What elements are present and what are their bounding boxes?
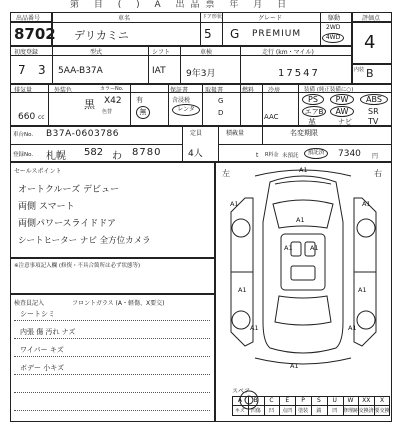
damage-mark: A1 [250, 324, 259, 332]
equip-leather: 革 [308, 118, 316, 127]
chassis-number: B37A-0603786 [46, 129, 119, 139]
legend-desc: 凹傷 [250, 408, 261, 414]
grade-value: PREMIUM [252, 29, 302, 39]
top-cut-text: 第 目 ( ) A 出品票 年 月 日 [70, 0, 293, 10]
spare-label: スペア [232, 388, 251, 395]
warranty-yes: 有 [136, 96, 143, 104]
door-label: ドア形状 [202, 14, 222, 20]
fuel-label: 燃料 [242, 87, 255, 94]
chassis-label: 車台No. [13, 132, 34, 138]
damage-mark: A1 [296, 216, 305, 224]
reg-month: 3 [38, 63, 46, 77]
shape-value: G [230, 27, 240, 41]
damage-mark: A1 [358, 286, 367, 294]
lot-number: 8702 [14, 25, 56, 43]
diagram-left-label: 左 [222, 169, 230, 178]
color-value: 黒 [84, 98, 95, 111]
damage-mark: A1 [362, 200, 371, 208]
legend-code: U [332, 397, 337, 404]
legend-code: E [285, 397, 290, 404]
inspection-label: 車検 [200, 49, 213, 56]
equip-abs-circled: ABS [360, 94, 388, 105]
legend-desc: 凹 [268, 408, 274, 414]
mileage-label: 走行 (km・マイル) [262, 49, 314, 56]
inspector-line-3: ワイパー キズ [20, 346, 64, 354]
recycle-status: 未預託 [282, 153, 299, 159]
reg-city: 札幌 [46, 151, 66, 162]
inspection-label: 検査員記入 [14, 300, 45, 307]
legend-desc: 錆 [316, 408, 322, 414]
damage-mark: A1 [310, 244, 319, 252]
car-name-label: 車名 [118, 15, 131, 22]
interior-grade: B [366, 67, 374, 80]
capacity-label: 定員 [190, 130, 203, 137]
windshield-label: フロントガラス (A・軽傷、X要交) [72, 300, 165, 307]
attention-label: ※注意事項記入欄 (修復・不具合箇所は必ず状態等) [14, 263, 141, 269]
legend-desc: 交換済 [358, 408, 374, 414]
drive-4wd-circled: 4WD [322, 33, 344, 43]
manual-label: 取扱書 [205, 87, 224, 94]
equip-sr: SR [368, 107, 379, 116]
inspector-line-4: ボデー 小キズ [20, 364, 65, 372]
sales-line-2: 両側 スマート [18, 202, 75, 212]
displacement-label: 排気量 [14, 87, 33, 94]
legend-desc: 塗装 [298, 408, 309, 414]
rental-circled: レンタ [172, 104, 200, 116]
legend-code: S [316, 397, 321, 404]
legend-code: X [380, 397, 385, 404]
model-code: 5AA-B37A [58, 66, 103, 76]
legend-code: P [301, 397, 305, 404]
damage-mark: A1 [230, 200, 239, 208]
damage-mark: A1 [284, 244, 293, 252]
doors-value: 5 [204, 27, 212, 41]
legend-desc: 要交換 [374, 408, 390, 414]
equip-pw-circled: PW [330, 94, 354, 105]
color-label: 外装色 [54, 87, 73, 94]
legend-code: C [269, 397, 274, 404]
recycle-fee-label: R料金 [265, 152, 279, 158]
diagram-right-label: 右 [374, 169, 382, 178]
fuel-g: G [218, 97, 224, 105]
car-name: デリカミニ [74, 29, 129, 42]
reg-kana: わ [112, 151, 122, 162]
color-no-value: X42 [104, 96, 122, 106]
drive-2wd: 2WD [326, 24, 341, 31]
sales-line-3: 両側パワースライドドア [18, 219, 117, 229]
equip-aw-circled: AW [330, 106, 354, 117]
warranty-no-circled: 無 [136, 106, 150, 119]
legend-desc: 修理跡 [342, 408, 358, 414]
inspector-line-2: 内張 傷 汚れ ナズ [20, 328, 76, 336]
damage-mark: A1 [348, 324, 357, 332]
damage-mark: A1 [290, 362, 299, 370]
interior-label: 内装 [354, 67, 365, 73]
reg-year: 7 [18, 63, 26, 77]
equip-tv: TV [368, 117, 379, 126]
score-value: 4 [364, 32, 376, 53]
sales-point-label: セールスポイント [14, 168, 62, 175]
inspection-value: 9年3月 [186, 69, 216, 79]
equipment-label: 装備 (純正装備に○) [304, 87, 354, 93]
displacement-unit: cc [38, 114, 45, 121]
recycle-deposited-circled: 預託済 [304, 148, 328, 159]
exterior-change-label: 色替 [102, 109, 113, 115]
legend-code: B [253, 397, 258, 404]
score-label: 評価点 [362, 15, 381, 22]
legend-code: A [237, 397, 242, 404]
equip-navi: ナビ [338, 118, 352, 126]
inspector-line-1: シートシミ [20, 310, 55, 318]
reg-number: 8780 [132, 147, 162, 158]
legend-desc: 凹 [332, 408, 338, 414]
load-label: 積載量 [226, 130, 245, 137]
recycle-amount: 7340 [338, 149, 361, 159]
equip-airbag-circled: エアB [302, 106, 326, 117]
damage-mark: A1 [299, 166, 308, 174]
model-label: 型式 [90, 49, 103, 56]
shift-label: シフト [152, 49, 171, 56]
capacity-value: 4人 [188, 149, 203, 159]
cooling-label: 冷房 [268, 87, 281, 94]
sales-line-4: シートヒーター ナビ 全方位カメラ [18, 236, 151, 246]
first-reg-label: 初度登録 [14, 49, 39, 56]
load-unit: t [256, 152, 259, 159]
legend-code: W [347, 397, 354, 404]
sales-line-1: オートクルーズ デビュー [18, 185, 119, 195]
mileage-value: 17547 [278, 68, 320, 79]
recycle-yen: 円 [372, 153, 379, 160]
name-change-label: 名変期限 [290, 129, 318, 137]
warranty-label: 保証書 [170, 87, 189, 94]
ac-type: AAC [264, 113, 279, 121]
damage-mark: A1 [238, 286, 247, 294]
legend-code: XX [362, 397, 371, 404]
recycle-included: 含浸税 [172, 97, 191, 104]
legend-desc: 点凹 [282, 408, 293, 414]
legend-desc: キズ [234, 408, 245, 414]
reg-class: 582 [84, 147, 104, 158]
color-no-label: カラーNo. [100, 86, 124, 92]
displacement-value: 660 [18, 112, 36, 122]
drive-label: 駆動 [328, 15, 341, 22]
fuel-d: D [218, 109, 224, 117]
equip-ps-circled: PS [302, 94, 324, 105]
lot-label: 出品番号 [16, 15, 41, 22]
grade-label: グレード [258, 15, 283, 22]
reg-no-label: 登録No. [13, 152, 34, 158]
shift-value: IAT [152, 66, 166, 76]
